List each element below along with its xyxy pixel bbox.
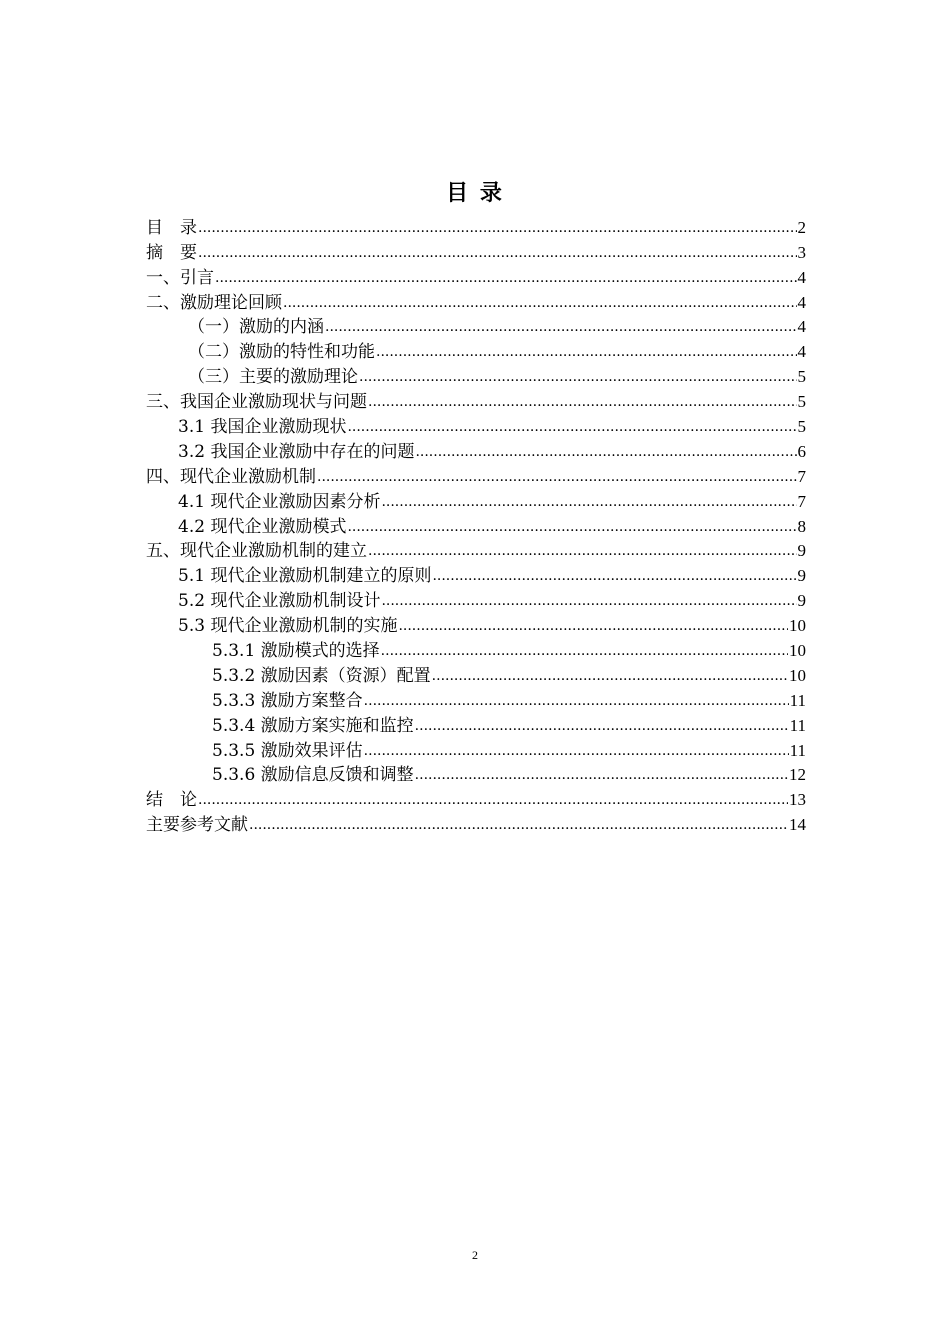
toc-entry-page: 10 — [789, 665, 806, 685]
toc-entry-label: 5.3.2 激励因素（资源）配置 — [212, 665, 431, 686]
toc-leader-dots — [283, 294, 797, 312]
toc-title: 目 录 — [446, 181, 504, 206]
toc-entry[interactable] — [146, 538, 806, 563]
toc-entry-page: 9 — [797, 566, 806, 586]
toc-leader-dots — [415, 717, 789, 735]
toc-entry[interactable] — [146, 786, 806, 811]
page-number: 2 — [472, 1248, 478, 1262]
toc-leader-dots — [325, 318, 797, 336]
toc-entry-label: 一、引言 — [146, 267, 214, 288]
toc-entry-page: 7 — [797, 466, 806, 486]
toc-leader-dots — [347, 518, 796, 536]
toc-entry[interactable] — [146, 687, 806, 712]
toc-entry-label: 3.2 我国企业激励中存在的问题 — [178, 441, 415, 462]
toc-entry-label: 摘 要 — [146, 242, 197, 263]
toc-entry-label: 5.3.6 激励信息反馈和调整 — [212, 765, 414, 786]
toc-entry-label: 3.1 我国企业激励现状 — [178, 417, 347, 438]
toc-entry[interactable] — [146, 239, 806, 264]
toc-leader-dots — [317, 468, 797, 486]
toc-entry-page: 4 — [797, 317, 806, 337]
toc-leader-dots — [381, 493, 796, 511]
toc-entry-label: 5.3 现代企业激励机制的实施 — [178, 616, 398, 637]
toc-entry-page: 7 — [797, 491, 806, 511]
toc-entry[interactable] — [146, 363, 806, 388]
toc-entry[interactable] — [146, 488, 806, 513]
toc-entry-page: 4 — [797, 267, 806, 287]
toc-entry-page: 4 — [797, 342, 806, 362]
toc-list — [146, 214, 806, 836]
toc-entry-page: 9 — [797, 541, 806, 561]
toc-entry[interactable] — [146, 438, 806, 463]
toc-entry-label: （一）激励的内涵 — [188, 317, 324, 338]
toc-leader-dots — [347, 418, 796, 436]
toc-leader-dots — [432, 667, 788, 685]
toc-leader-dots — [381, 592, 796, 610]
toc-entry-page: 2 — [797, 217, 806, 237]
toc-entry[interactable] — [146, 662, 806, 687]
toc-entry[interactable] — [146, 214, 806, 239]
toc-entry-label: 四、现代企业激励机制 — [146, 466, 316, 487]
toc-entry-label: 二、激励理论回顾 — [146, 292, 282, 313]
toc-entry-page: 5 — [797, 392, 806, 412]
toc-leader-dots — [364, 692, 789, 710]
toc-entry-page: 10 — [789, 616, 806, 636]
toc-entry-page: 10 — [789, 641, 806, 661]
toc-entry[interactable] — [146, 264, 806, 289]
toc-entry-label: 4.1 现代企业激励因素分析 — [178, 491, 381, 512]
toc-leader-dots — [415, 766, 788, 784]
toc-entry[interactable] — [146, 463, 806, 488]
toc-entry-page: 3 — [797, 242, 806, 262]
toc-entry-page: 14 — [789, 815, 806, 835]
toc-entry[interactable] — [146, 562, 806, 587]
toc-entry[interactable] — [146, 612, 806, 637]
toc-entry-label: 主要参考文献 — [146, 815, 248, 836]
toc-leader-dots — [376, 343, 797, 361]
toc-entry-page: 13 — [789, 790, 806, 810]
toc-entry-page: 8 — [797, 516, 806, 536]
toc-entry-label: 5.1 现代企业激励机制建立的原则 — [178, 566, 432, 587]
toc-entry[interactable] — [146, 289, 806, 314]
toc-leader-dots — [249, 816, 788, 834]
toc-entry-page: 5 — [797, 367, 806, 387]
toc-entry[interactable] — [146, 388, 806, 413]
toc-entry[interactable] — [146, 338, 806, 363]
toc-leader-dots — [198, 791, 788, 809]
toc-entry-page: 11 — [789, 690, 806, 710]
toc-leader-dots — [432, 567, 796, 585]
toc-entry-label: （三）主要的激励理论 — [188, 367, 358, 388]
toc-entry[interactable] — [146, 314, 806, 339]
toc-entry[interactable] — [146, 811, 806, 836]
toc-entry-page: 11 — [789, 715, 806, 735]
toc-leader-dots — [198, 244, 797, 262]
toc-entry[interactable] — [146, 762, 806, 787]
toc-entry-page: 5 — [797, 417, 806, 437]
toc-leader-dots — [381, 642, 788, 660]
toc-entry[interactable] — [146, 737, 806, 762]
toc-entry-page: 6 — [797, 441, 806, 461]
toc-entry-label: （二）激励的特性和功能 — [188, 342, 375, 363]
toc-leader-dots — [415, 443, 796, 461]
toc-leader-dots — [364, 742, 789, 760]
toc-leader-dots — [215, 269, 797, 287]
toc-entry-page: 9 — [797, 591, 806, 611]
toc-entry-label: 5.3.3 激励方案整合 — [212, 690, 363, 711]
toc-entry-label: 五、现代企业激励机制的建立 — [146, 541, 367, 562]
toc-entry[interactable] — [146, 637, 806, 662]
toc-entry-label: 4.2 现代企业激励模式 — [178, 516, 347, 537]
toc-entry-page: 4 — [797, 292, 806, 312]
toc-entry-page: 11 — [789, 740, 806, 760]
toc-entry-label: 目 录 — [146, 217, 197, 238]
toc-leader-dots — [198, 219, 797, 237]
toc-leader-dots — [398, 617, 788, 635]
toc-entry[interactable] — [146, 587, 806, 612]
toc-entry-page: 12 — [789, 765, 806, 785]
toc-entry-label: 5.3.1 激励模式的选择 — [212, 641, 380, 662]
toc-leader-dots — [368, 393, 797, 411]
toc-leader-dots — [359, 368, 797, 386]
toc-entry-label: 结 论 — [146, 790, 197, 811]
toc-entry-label: 5.2 现代企业激励机制设计 — [178, 591, 381, 612]
toc-leader-dots — [368, 542, 797, 560]
toc-entry-label: 三、我国企业激励现状与问题 — [146, 392, 367, 413]
toc-entry[interactable] — [146, 413, 806, 438]
toc-entry-label: 5.3.4 激励方案实施和监控 — [212, 715, 414, 736]
toc-entry[interactable] — [146, 712, 806, 737]
toc-entry[interactable] — [146, 513, 806, 538]
toc-entry-label: 5.3.5 激励效果评估 — [212, 740, 363, 761]
